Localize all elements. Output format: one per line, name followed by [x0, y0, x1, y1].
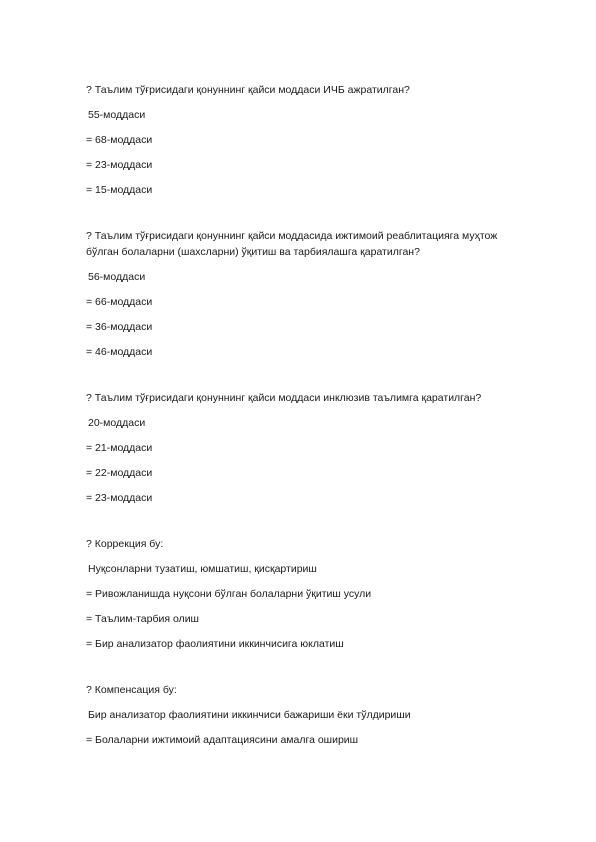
- answer-option: = 46-моддаси: [86, 346, 153, 358]
- answer-option: 20-моддаси: [88, 417, 146, 429]
- question-5: [86, 682, 526, 748]
- question-text: ? Коррекция бу:: [86, 538, 164, 550]
- answer-option: = 23-моддаси: [86, 492, 153, 504]
- question-text: ? Таълим тўғрисидаги қонуннинг қайси моддаси ИЧБ ажратилган?: [86, 84, 410, 96]
- answer-option: = 68-моддаси: [86, 134, 153, 146]
- answer-option: Нуқсонларни тузатиш, юмшатиш, қисқартириш: [88, 563, 317, 575]
- question-1: [86, 82, 526, 198]
- answer-option: = Болаларни ижтимоий адаптациясини амалга ошириш: [86, 734, 359, 746]
- question-text: ? Таълим тўғрисидаги қонуннинг қайси моддасида ижтимоий реаблитацияга муҳтож бўлган болаларни (шахсларни) ўқитиш ва тарбиялашга қаратилган?: [86, 230, 498, 258]
- document-content: [86, 82, 526, 778]
- question-3: [86, 390, 526, 506]
- answer-option: = 66-моддаси: [86, 296, 153, 308]
- answer-option: = 15-моддаси: [86, 184, 153, 196]
- question-text: ? Таълим тўғрисидаги қонуннинг қайси моддаси инклюзив таълимга қаратилган?: [86, 392, 482, 404]
- answer-option: = 21-моддаси: [86, 442, 153, 454]
- answer-option: = 36-моддаси: [86, 321, 153, 333]
- answer-option: = Таълим-тарбия олиш: [86, 613, 199, 625]
- answer-option: = Ривожланишда нуқсони бўлган болаларни ўқитиш усули: [86, 588, 372, 600]
- answer-option: = 23-моддаси: [86, 159, 153, 171]
- question-text: ? Компенсация бу:: [86, 684, 177, 696]
- answer-option: = 22-моддаси: [86, 467, 153, 479]
- answer-option: 56-моддаси: [88, 271, 146, 283]
- answer-option: 55-моддаси: [88, 109, 146, 121]
- answer-option: Бир анализатор фаолиятини иккинчиси бажариши ёки тўлдириши: [88, 709, 411, 721]
- answer-option: = Бир анализатор фаолиятини иккинчисига юклатиш: [86, 638, 344, 650]
- question-4: [86, 536, 526, 652]
- question-2: [86, 228, 526, 360]
